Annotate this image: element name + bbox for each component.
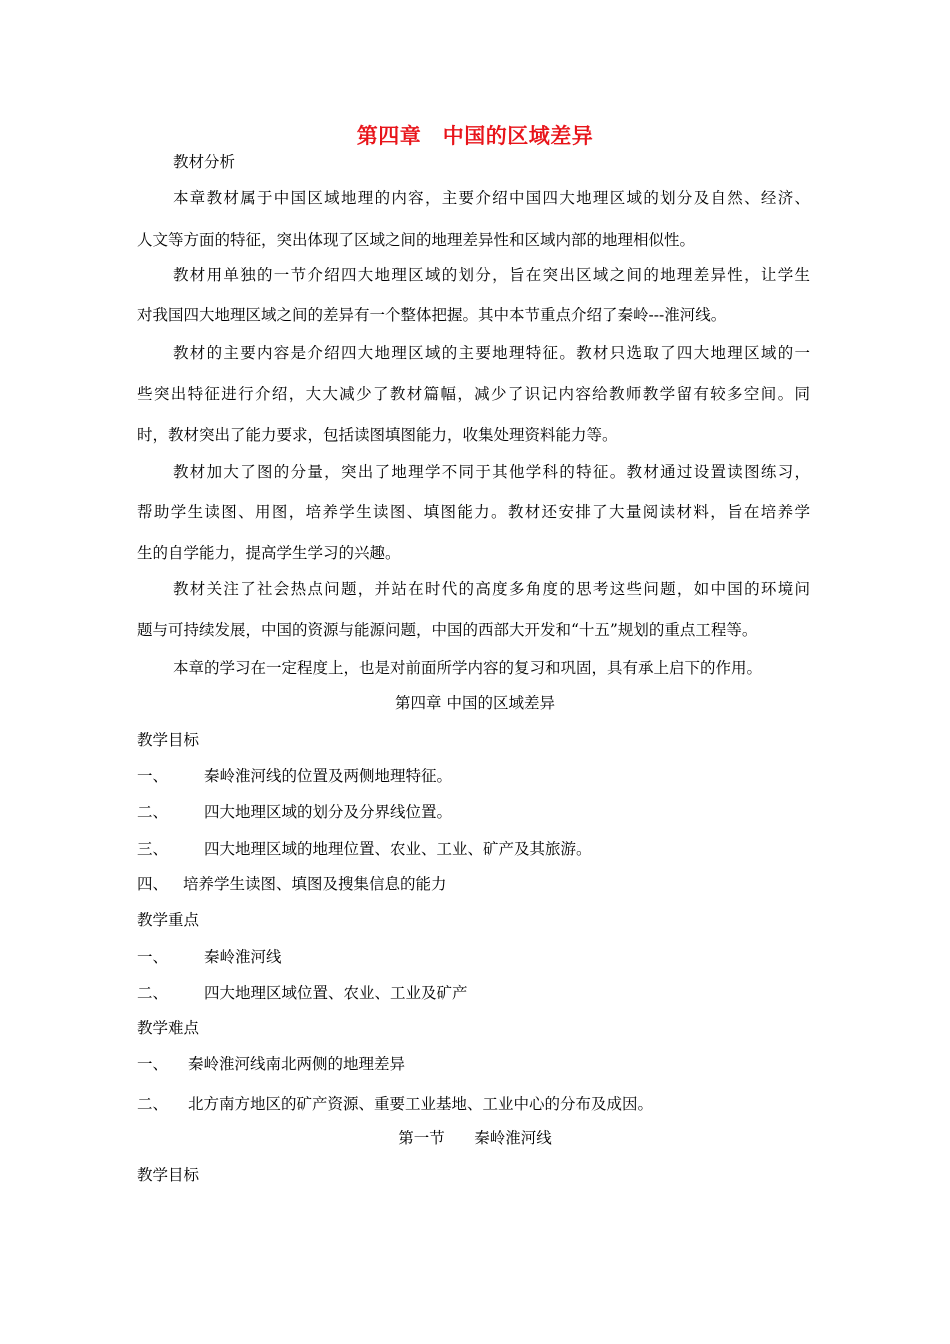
goal-item xyxy=(137,765,452,787)
paragraph-line: 时，教材突出了能力要求，包括读图填图能力，收集处理资料能力等。 xyxy=(137,426,618,444)
difficult-point-text: 北方南方地区的矿产资源、重要工业基地、工业中心的分布及成因。 xyxy=(188,1095,654,1113)
goal-text: 四大地理区域的划分及分界线位置。 xyxy=(204,803,453,821)
key-point-text: 四大地理区域位置、农业、工业及矿产 xyxy=(204,984,468,1002)
paragraph-line: 教材关注了社会热点问题，并站在时代的高度多角度的思考这些问题，如中国的环境问 xyxy=(173,580,810,598)
chapter-subtitle: 第四章 中国的区域差异 xyxy=(395,694,555,712)
difficult-point-text: 秦岭淮河线南北两侧的地理差异 xyxy=(188,1055,406,1073)
goal-number: 二、 xyxy=(137,803,169,821)
analysis-heading: 教材分析 xyxy=(173,153,236,171)
difficult-points-heading: 教学难点 xyxy=(137,1019,200,1037)
difficult-point-item xyxy=(137,1093,653,1115)
paragraph-line: 教材的主要内容是介绍四大地理区域的主要地理特征。教材只选取了四大地理区域的一 xyxy=(173,344,810,362)
goal-number: 四、 xyxy=(137,875,169,893)
paragraph-line: 本章的学习在一定程度上，也是对前面所学内容的复习和巩固，具有承上启下的作用。 xyxy=(173,659,763,677)
difficult-point-item xyxy=(137,1053,405,1075)
goal-item xyxy=(137,838,592,860)
paragraph-line: 生的自学能力，提高学生学习的兴趣。 xyxy=(137,544,401,562)
goal-number: 三、 xyxy=(137,840,169,858)
paragraph-line: 本章教材属于中国区域地理的内容，主要介绍中国四大地理区域的划分及自然、经济、 xyxy=(173,189,810,207)
goal-number: 一、 xyxy=(137,767,169,785)
paragraph-line: 教材用单独的一节介绍四大地理区域的划分，旨在突出区域之间的地理差异性，让学生 xyxy=(173,266,810,284)
paragraph-line: 题与可持续发展，中国的资源与能源问题，中国的西部大开发和“十五”规划的重点工程等。 xyxy=(137,621,758,639)
paragraph-line: 人文等方面的特征，突出体现了区域之间的地理差异性和区域内部的地理相似性。 xyxy=(137,231,696,249)
difficult-point-number: 一、 xyxy=(137,1055,169,1073)
key-point-item xyxy=(137,946,282,968)
key-point-text: 秦岭淮河线 xyxy=(204,948,282,966)
goal-text: 秦岭淮河线的位置及两侧地理特征。 xyxy=(204,767,453,785)
goal-item xyxy=(137,873,447,895)
goal-text: 四大地理区域的地理位置、农业、工业、矿产及其旅游。 xyxy=(204,840,592,858)
goal-item xyxy=(137,801,452,823)
key-points-heading: 教学重点 xyxy=(137,911,200,929)
chapter-title: 第四章 中国的区域差异 xyxy=(356,123,594,148)
paragraph-line: 帮助学生读图、用图，培养学生读图、填图能力。教材还安排了大量阅读材料，旨在培养学 xyxy=(137,503,810,521)
section-title-text: 第一节 秦岭淮河线 xyxy=(398,1129,552,1147)
goals-heading: 教学目标 xyxy=(137,731,200,749)
key-point-number: 二、 xyxy=(137,984,169,1002)
paragraph-line: 教材加大了图的分量，突出了地理学不同于其他学科的特征。教材通过设置读图练习， xyxy=(173,463,810,481)
goal-text: 培养学生读图、填图及搜集信息的能力 xyxy=(183,875,447,893)
key-point-item xyxy=(137,982,468,1004)
key-point-number: 一、 xyxy=(137,948,169,966)
difficult-point-number: 二、 xyxy=(137,1095,169,1113)
section-title xyxy=(0,1127,950,1149)
section-goals-heading: 教学目标 xyxy=(137,1166,200,1184)
paragraph-line: 对我国四大地理区域之间的差异有一个整体把握。其中本节重点介绍了秦岭---淮河线。 xyxy=(137,306,727,324)
paragraph-line: 些突出特征进行介绍，大大减少了教材篇幅，减少了识记内容给教师教学留有较多空间。同 xyxy=(137,385,810,403)
